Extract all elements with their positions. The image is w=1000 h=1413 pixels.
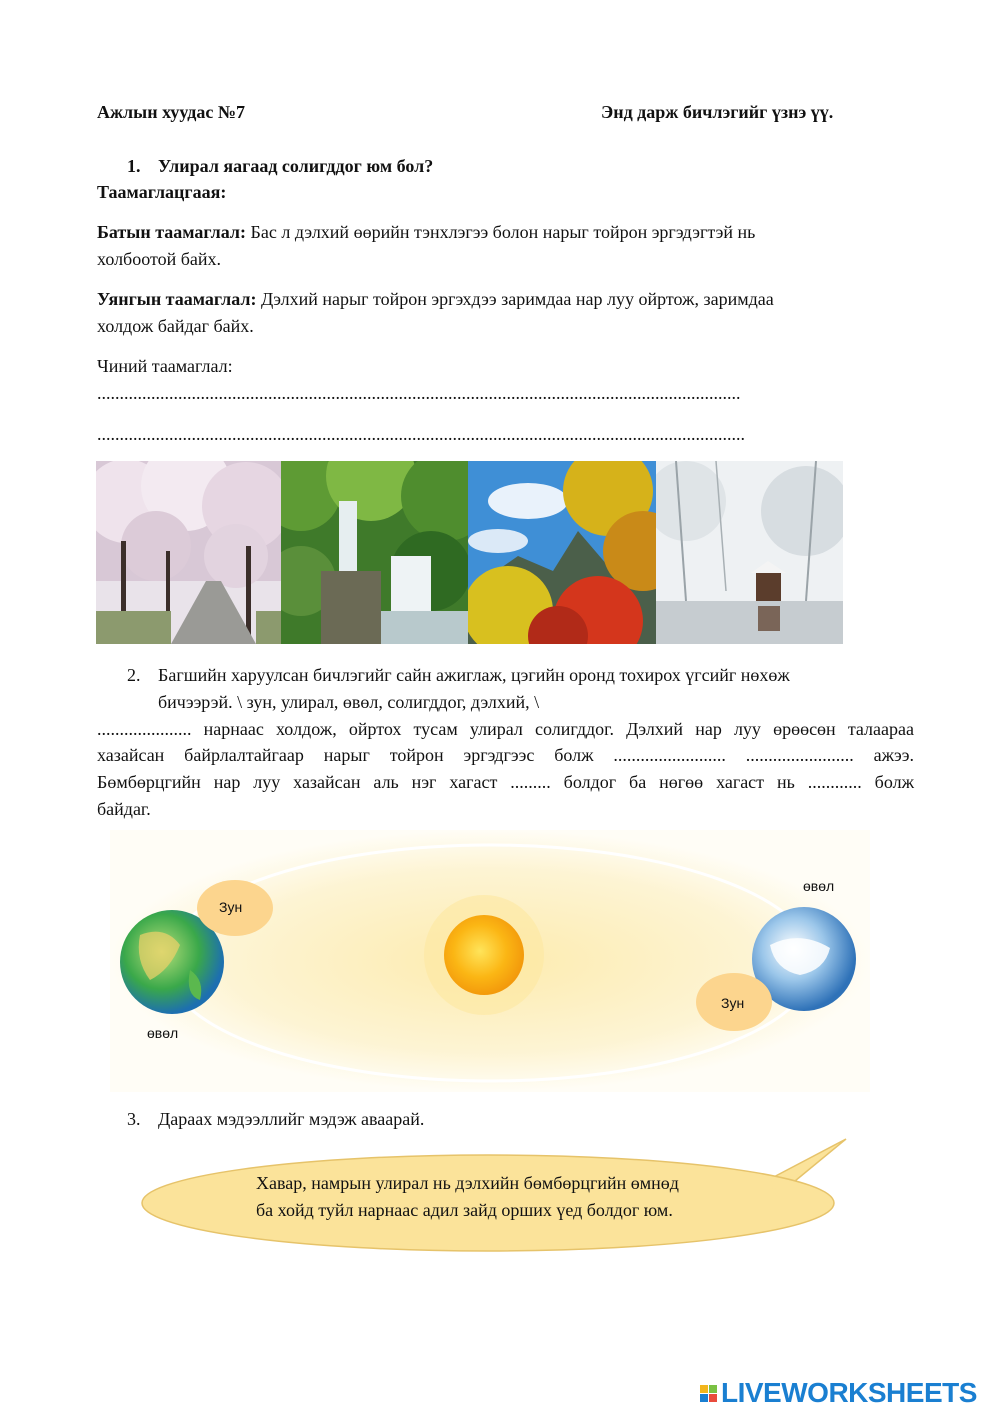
autumn-mountain-photo	[468, 461, 656, 644]
right-summer-label: Зун	[721, 995, 745, 1011]
q2-paragraph-line-3[interactable]: Бөмбөрцгийн нар луу хазайсан аль нэг хагаст ......... болдог ба нөгөө хагаст нь ............ болж	[97, 772, 914, 792]
left-summer-label: Зун	[219, 899, 243, 915]
worksheet-title: Ажлын хуудас №7	[97, 102, 245, 122]
uyanga-text: Дэлхий нарыг тойрон эргэхдээ заримдаа нар луу ойртож, заримдаа	[256, 289, 774, 309]
uyanga-label: Уянгын таамаглал:	[97, 289, 257, 309]
q2-number: 2.	[127, 665, 141, 685]
q2-paragraph-line-4: байдаг.	[97, 799, 151, 819]
left-winter-label: өвөл	[147, 1025, 179, 1041]
q1-number: 1.	[127, 156, 141, 176]
bat-label: Батын таамаглал:	[97, 222, 247, 242]
listen-link[interactable]: Энд дарж бичлэгийг үзнэ үү.	[601, 102, 834, 122]
q2-paragraph-line-2[interactable]: хазайсан байрлалтайгаар нарыг тойрон эргэдгээс болж ......................... ........................ ажээ.	[97, 745, 914, 765]
q2-paragraph-line-1[interactable]: ..................... нарнаас холдож, ойртох тусам улирал солигддог. Дэлхий нар луу өрөөсөн талаараа	[97, 719, 914, 739]
q2-instruction-2: бичээрэй. \ зун, улирал, өвөл, солигддог, дэлхий, \	[158, 692, 540, 712]
orbit-diagram	[110, 830, 870, 1092]
logo-blocks-icon	[700, 1385, 717, 1402]
liveworksheets-logo	[700, 1378, 977, 1408]
q2-instruction-1: Багшийн харуулсан бичлэгийг сайн ажиглаж, цэгийн оронд тохирох үгсийг нөхөж	[158, 665, 790, 685]
sun-icon	[424, 895, 544, 1015]
answer-line-2[interactable]: ................................................................................................................................................	[97, 424, 745, 444]
your-guess-label: Чиний таамаглал:	[97, 356, 233, 376]
q3-number: 3.	[127, 1109, 141, 1129]
right-winter-label: өвөл	[803, 878, 835, 894]
bubble-line-1: Хавар, намрын улирал нь дэлхийн бөмбөрцгийн өмнөд	[256, 1173, 679, 1193]
bat-text-cont: холбоотой байх.	[97, 249, 222, 269]
winter-snow-photo	[656, 461, 843, 644]
summer-waterfall-photo	[281, 461, 468, 644]
answer-line-1[interactable]: ...............................................................................................................................................	[97, 383, 741, 403]
bat-text: Бас л дэлхий өөрийн тэнхлэгээ болон нарыг тойрон эргэдэгтэй нь	[246, 222, 756, 242]
spring-blossom-photo	[96, 461, 281, 644]
q1-subheading: Таамаглацгаая:	[97, 182, 227, 202]
bat-hypothesis	[97, 219, 755, 246]
bubble-line-2: ба хойд туйл нарнаас адил зайд орших үед болдог юм.	[256, 1200, 673, 1220]
q3-instruction: Дараах мэдээллийг мэдэж аваарай.	[158, 1109, 425, 1129]
speech-bubble	[138, 1135, 850, 1253]
q1-question: Улирал яагаад солигддог юм бол?	[158, 156, 434, 176]
uyanga-hypothesis	[97, 286, 774, 313]
logo-text: LIVEWORKSHEETS	[721, 1377, 977, 1408]
uyanga-text-cont: холдож байдаг байх.	[97, 316, 254, 336]
